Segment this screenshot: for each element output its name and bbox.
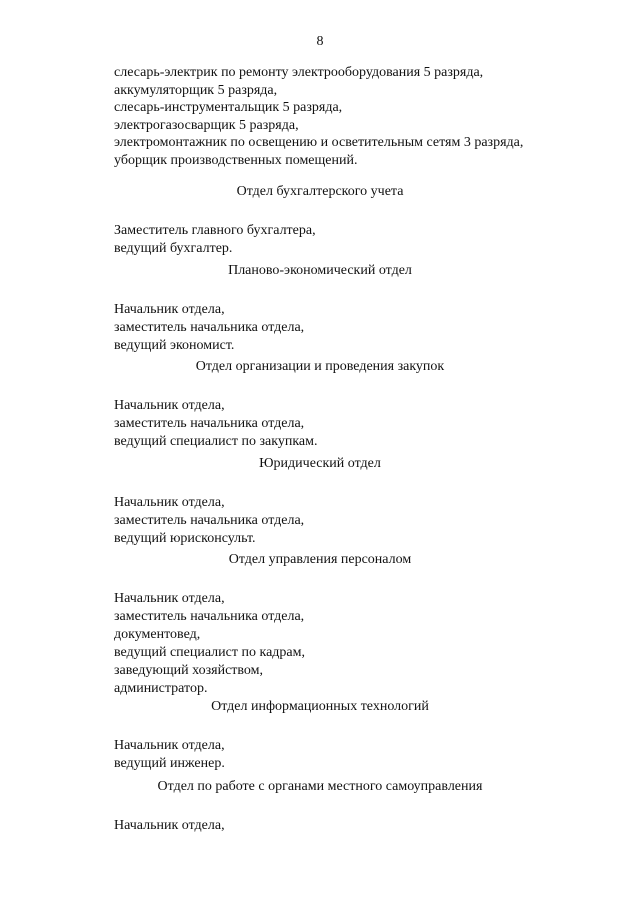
section-procurement [0,358,640,451]
list-item: Начальник отдела, [114,398,225,413]
list-item: заведующий хозяйством, [114,663,264,678]
position-list-continued [114,64,594,170]
section-position-list [114,222,640,258]
section-position-list [114,737,640,773]
list-item: аккумуляторщик 5 разряда, [114,82,278,98]
list-item: заместитель начальника отдела, [114,609,305,624]
list-item: электрогазосварщик 5 разряда, [114,117,299,133]
list-item: Заместитель главного бухгалтера, [114,223,316,238]
list-item: Начальник отдела, [114,738,225,753]
list-item: ведущий экономист. [114,338,235,353]
list-item: ведущий специалист по закупкам. [114,434,318,449]
section-title: Отдел по работе с органами местного самоуправления [157,779,483,794]
section-title: Юридический отдел [259,456,381,471]
list-item: ведущий специалист по кадрам, [114,645,305,660]
list-item: заместитель начальника отдела, [114,513,305,528]
section-position-list [114,397,640,451]
section-accounting [0,183,640,258]
list-item: электромонтажник по освещению и осветительным сетям 3 разряда, [114,135,524,151]
section-position-list [114,817,640,835]
section-title: Планово-экономический отдел [228,263,412,278]
section-planning-economics [0,262,640,355]
list-item: ведущий бухгалтер. [114,241,233,256]
list-item: Начальник отдела, [114,302,225,317]
list-item: документовед, [114,627,201,642]
section-position-list [114,494,640,548]
section-position-list [114,301,640,355]
section-position-list [114,590,640,698]
page-number: 8 [316,34,324,49]
list-item: уборщик производственных помещений. [114,152,358,168]
list-item: Начальник отдела, [114,818,225,833]
list-item: Начальник отдела, [114,591,225,606]
list-item: слесарь-инструментальщик 5 разряда, [114,100,343,116]
list-item: ведущий юрисконсульт. [114,531,256,546]
section-title: Отдел информационных технологий [211,699,429,714]
list-item: ведущий инженер. [114,756,225,771]
list-item: администратор. [114,681,208,696]
section-local-government [0,778,640,835]
section-legal [0,455,640,548]
section-it [0,698,640,773]
list-item: заместитель начальника отдела, [114,416,305,431]
list-item: Начальник отдела, [114,495,225,510]
section-title: Отдел организации и проведения закупок [195,359,445,374]
section-title: Отдел управления персоналом [228,552,412,567]
list-item: заместитель начальника отдела, [114,320,305,335]
list-item: слесарь-электрик по ремонту электрооборудования 5 разряда, [114,65,484,80]
section-title: Отдел бухгалтерского учета [236,184,404,199]
section-hr [0,551,640,698]
